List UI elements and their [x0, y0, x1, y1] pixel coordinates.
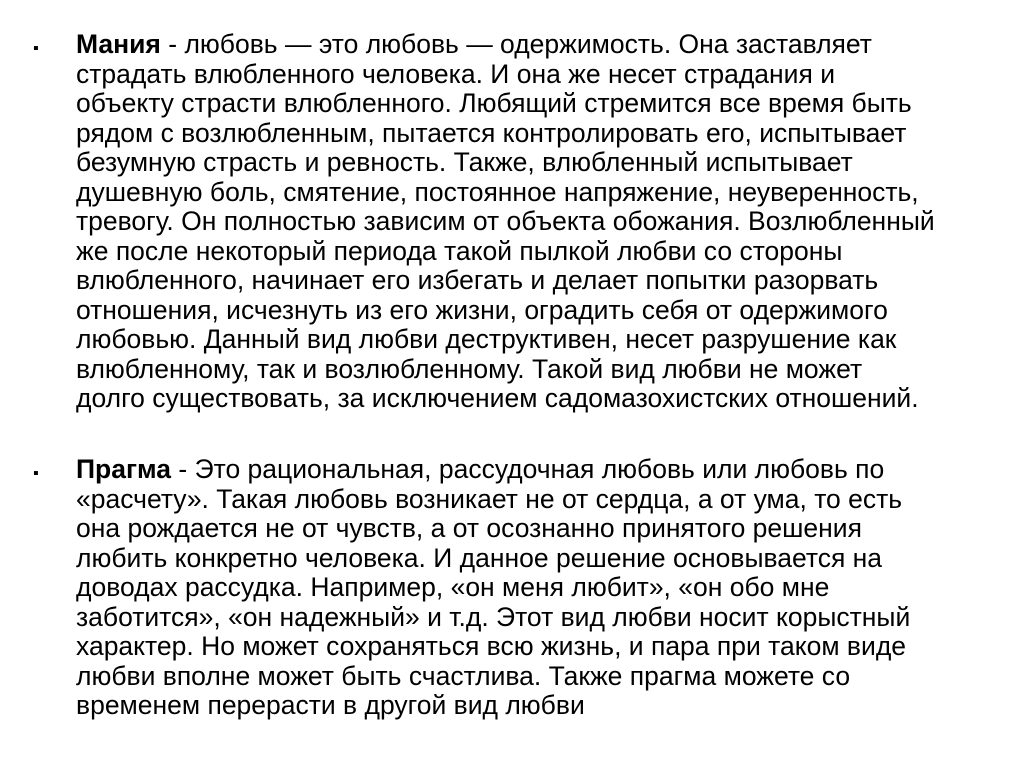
text-segment: - Это рациональная, рассудочная любовь или любовь по [171, 454, 885, 484]
bullet-marker: ▪ [33, 465, 39, 482]
text-line [76, 30, 1006, 60]
bullet-marker: ▪ [33, 40, 39, 57]
bullet-text-mania [76, 30, 1006, 414]
term-pragma: Прагма [76, 454, 172, 484]
text-line: заботится», «он надежный» и т.д. Этот вид любви носит корыстный [76, 601, 911, 632]
text-line: долго существовать, за исключением садомазохистских отношений. [76, 383, 919, 413]
text-line: характер. Но может сохраняться всю жизнь, и пара при таком виде [76, 631, 907, 661]
text-line: же после некоторый периода такой пылкой любви со стороны [76, 235, 843, 266]
text-line: «расчету». Такая любовь возникает не от сердца, а от ума, то есть [76, 483, 903, 514]
bullet-text-pragma [76, 455, 1006, 721]
text-line: любить конкретно человека. И данное решение основывается на [76, 542, 883, 573]
text-line: влюбленного, начинает его избегать и делает попытки разорвать [76, 265, 879, 295]
text-line: временем перерасти в другой вид любви [76, 690, 585, 720]
text-line: любви вполне может быть счастлива. Также прагма можете со [76, 660, 851, 691]
text-segment: - любовь — это любовь — одержимость. Она заставляет [160, 29, 872, 59]
text-line [76, 455, 1006, 485]
text-line: она рождается не от чувств, а от осознанно принятого решения [76, 513, 862, 543]
text-line: рядом с возлюбленным, пытается контролировать его, испытывает [76, 117, 907, 148]
text-line: душевную боль, смятение, постоянное напряжение, неуверенность, [76, 176, 919, 207]
text-line: влюбленному, так и возлюбленному. Такой вид любви не может [76, 353, 863, 384]
text-line: отношения, исчезнуть из его жизни, оградить себя от одержимого [76, 294, 888, 325]
text-line: тревогу. Он полностью зависим от объекта обожания. Возлюбленный [76, 206, 935, 236]
term-mania: Мания [76, 29, 161, 59]
text-line: объекту страсти влюбленного. Любящий стремится все время быть [76, 88, 912, 118]
text-line: доводах рассудка. Например, «он меня любит», «он обо мне [76, 572, 830, 602]
text-line: страдать влюбленного человека. И она же несет страдания и [76, 58, 836, 89]
text-line: безумную страсть и ревность. Также, влюбленный испытывает [76, 147, 853, 177]
text-line: любовью. Данный вид любви деструктивен, несет разрушение как [76, 324, 897, 354]
